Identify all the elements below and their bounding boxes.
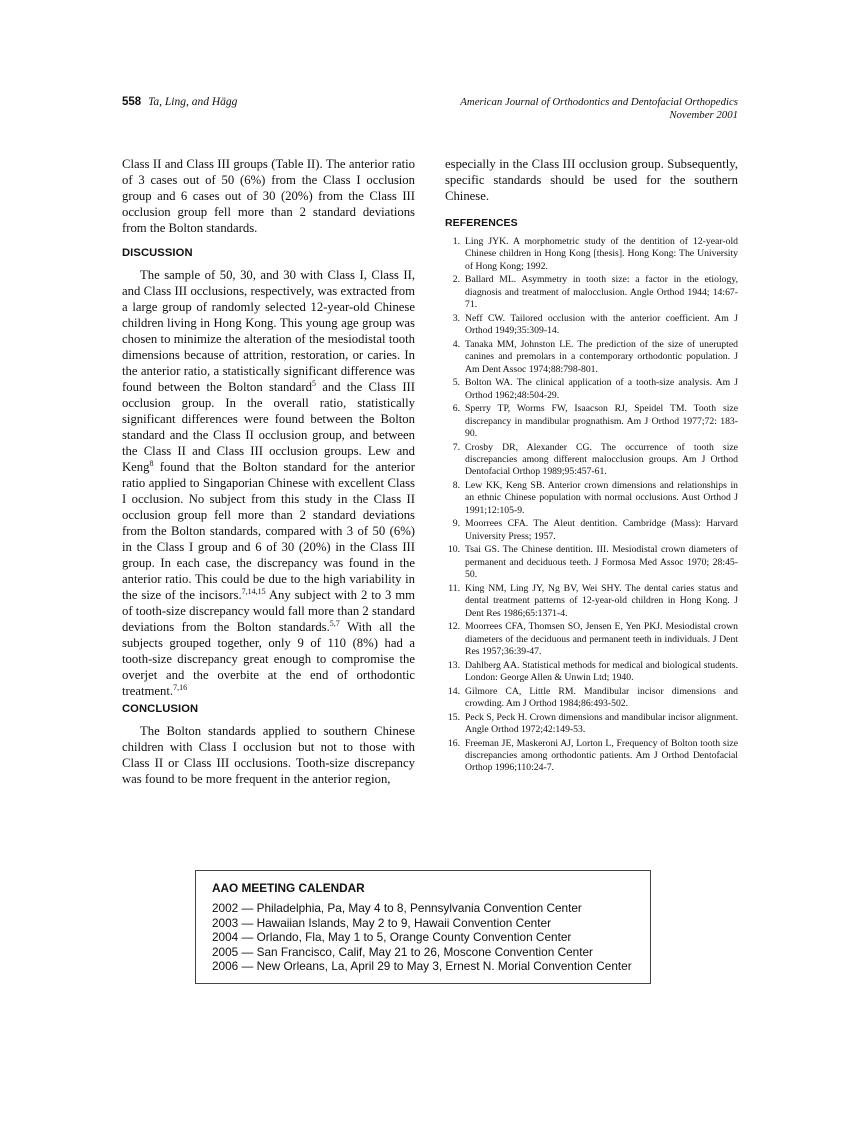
reference-item [445, 236, 738, 273]
references-list [445, 236, 738, 776]
calendar-entry: 2003 — Hawaiian Islands, May 2 to 9, Hawaii Convention Center [212, 915, 552, 930]
running-header-right [460, 96, 738, 122]
text-run: Any subject with 2 to 3 mm of tooth-size discrepancy would fall more than 2 standard deviations from the Bolton standards. [122, 588, 416, 634]
reference-item [445, 738, 738, 775]
reference-item [445, 621, 738, 658]
issue-date: November 2001 [669, 109, 738, 121]
reference-number: 6. [452, 403, 460, 415]
reference-number: 4. [452, 338, 460, 350]
reference-item [445, 544, 738, 581]
left-column [122, 156, 415, 236]
calendar-title: AAO MEETING CALENDAR [212, 881, 365, 895]
text-run: found that the Bolton standard for the anterior ratio applied to Singaporian Chinese with excellent Class I occlusion. No subject from this study in the Class II occlusion group fell more than 2 standard deviations from the Bolton standards, compared with 3 of 50 (6%) in the Class I group and 6 of 30 (20%) in the Class III group. In each case, the discrepancy was found in the anterior ratio. This could be due to the high variability in the size of the incisors. [122, 460, 415, 602]
reference-text: Sperry TP, Worms FW, Isaacson RJ, Speidel TM. Tooth size discrepancy in mandibular prognathism. Am J Orthod 1977;72: 183-90. [465, 403, 738, 440]
reference-item [445, 583, 738, 620]
reference-text: Neff CW. Tailored occlusion with the anterior coefficient. Am J Orthod 1949;35:309-14. [465, 312, 738, 337]
reference-text: King NM, Ling JY, Ng BV, Wei SHY. The dental caries status and dental treatment patterns of 12-year-old children in Hong Kong. J Dent Res 1986;65:1371-4. [465, 582, 738, 619]
text-run: With all the subjects grouped together, only 9 of 110 (8%) had a tooth-size discrepancy great enough to compromise the overjet and the overbite at the end of orthodontic treatment. [122, 620, 415, 698]
reference-number: 5. [452, 377, 460, 389]
reference-number: 16. [447, 737, 460, 749]
calendar-entry: 2006 — New Orleans, La, April 29 to May 3, Ernest N. Morial Convention Center [212, 959, 632, 974]
reference-number: 10. [447, 544, 460, 556]
meeting-calendar-box [195, 870, 651, 984]
reference-text: Gilmore CA, Little RM. Mandibular incisor dimensions and crowding. Am J Orthod 1984;86:493-502. [465, 685, 738, 710]
reference-item [445, 480, 738, 517]
reference-item [445, 377, 738, 402]
discussion-paragraph [122, 267, 415, 699]
reference-item [445, 442, 738, 479]
reference-number: 3. [452, 312, 460, 324]
conclusion-section [122, 723, 415, 787]
reference-number: 14. [447, 685, 460, 697]
conclusion-paragraph [122, 723, 415, 787]
calendar-entry: 2002 — Philadelphia, Pa, May 4 to 8, Pennsylvania Convention Center [212, 901, 582, 915]
citation-superscript: 5,7 [329, 619, 340, 628]
reference-item [445, 339, 738, 376]
reference-number: 13. [447, 659, 460, 671]
conclusion-heading: CONCLUSION [122, 703, 199, 715]
discussion-heading: DISCUSSION [122, 247, 193, 259]
continuation-paragraph [445, 156, 738, 204]
reference-text: Peck S, Peck H. Crown dimensions and mandibular incisor alignment. Angle Orthod 1972;42:149-53. [465, 711, 738, 736]
reference-text: Moorrees CFA, Thomsen SO, Jensen E, Yen PKJ. Mesiodistal crown diameters of the deciduous and permanent teeth in individuals. J Dent Res 1957;36:39-47. [465, 621, 738, 658]
reference-text: Bolton WA. The clinical application of a tooth-size analysis. Am J Orthod 1962;48:504-29. [465, 377, 738, 401]
running-header-left [122, 96, 237, 108]
reference-text: Tsai GS. The Chinese dentition. III. Mesiodistal crown diameters of permanent and deciduous teeth. J Formosa Med Assoc 1970; 28:45-50. [465, 544, 738, 581]
reference-item [445, 313, 738, 338]
reference-text: Tanaka MM, Johnston LE. The prediction of the size of unerupted canines and premolars in a contemporary orthodontic population. J Am Dent Assoc 1974;88:798-801. [465, 338, 738, 375]
text-run: Class II and Class III groups (Table II). The anterior ratio of 3 cases out of 50 (6%) from the Class I occlusion group and 6 cases out of 30 (20%) from the Class III occlusion group fell more than 2 standard deviations from the Bolton standards. [122, 157, 415, 235]
reference-text: Ballard ML. Asymmetry in tooth size: a factor in the etiology, diagnosis and treatment of malocclusion. Angle Orthod 1944; 14:67-71. [465, 274, 738, 311]
reference-number: 1. [452, 236, 460, 247]
reference-text: Dahlberg AA. Statistical methods for medical and biological students. London: George Allen & Unwin Ltd; 1940. [465, 659, 738, 684]
reference-item [445, 712, 738, 737]
reference-item [445, 660, 738, 685]
reference-number: 7. [452, 441, 460, 453]
reference-text: Crosby DR, Alexander CG. The occurrence of tooth size discrepancies among different malocclusion groups. Am J Orthod Dentofacial Orthop 1989;95:457-61. [465, 441, 738, 478]
discussion-section [122, 267, 415, 699]
citation-superscript: 7,16 [173, 683, 188, 692]
reference-number: 15. [447, 711, 460, 723]
reference-text: Ling JYK. A morphometric study of the dentition of 12-year-old Chinese children in Hong Kong [thesis]. Hong Kong: The University of Hong Kong; 1992. [465, 236, 738, 272]
text-run: and the Class III occlusion group. In the overall ratio, statistically significant differences were found between the Bolton standard and the Class II occlusion group, and between the Class II and Class III occlusion groups. Lew and Keng [122, 380, 415, 474]
calendar-entry: 2004 — Orlando, Fla, May 1 to 5, Orange County Convention Center [212, 930, 572, 945]
citation-superscript: 8 [149, 459, 154, 468]
right-column [445, 156, 738, 204]
reference-number: 12. [447, 621, 460, 633]
text-run: The sample of 50, 30, and 30 with Class I, Class II, and Class III occlusions, respectively, was extracted from a large group of randomly selected 12-year-old Chinese children living in Hong Kong. This young age group was chosen to minimize the alteration of the mesiodistal tooth dimensions because of attrition, restoration, or caries. In the anterior ratio, a statistically significant difference was found between the Bolton standard [122, 268, 415, 394]
journal-name: American Journal of Orthodontics and Dentofacial Orthopedics [460, 96, 738, 108]
calendar-entry: 2005 — San Francisco, Calif, May 21 to 26, Moscone Convention Center [212, 944, 593, 959]
reference-number: 2. [452, 274, 460, 286]
reference-number: 8. [452, 480, 460, 492]
reference-item [445, 686, 738, 711]
intro-paragraph [122, 156, 415, 236]
reference-item [445, 274, 738, 311]
reference-text: Moorrees CFA. The Aleut dentition. Cambridge (Mass): Harvard University Press; 1957. [465, 518, 738, 542]
text-run: The Bolton standards applied to southern Chinese children with Class I occlusion but not to those with Class II or Class III occlusions. Tooth-size discrepancy was found to be more frequent in the anterior region, [122, 724, 415, 786]
text-run: especially in the Class III occlusion group. Subsequently, specific standards should be used for the southern Chinese. [445, 157, 738, 203]
reference-number: 9. [452, 518, 460, 530]
citation-superscript: 5 [311, 379, 316, 388]
reference-item [445, 403, 738, 440]
reference-text: Lew KK, Keng SB. Anterior crown dimensions and relationships in an ethnic Chinese population with normal occlusions. Aust Orthod J 1991;12:105-9. [465, 480, 738, 516]
citation-superscript: 7,14,15 [241, 587, 266, 596]
reference-text: Freeman JE, Maskeroni AJ, Lorton L, Frequency of Bolton tooth size discrepancies among orthodontic patients. Am J Orthod Dentofacial Orthop 1996;110:24-7. [465, 737, 738, 774]
references-heading: REFERENCES [445, 217, 518, 229]
running-authors: Ta, Ling, and Hägg [148, 96, 238, 108]
page-number: 558 [122, 96, 142, 108]
reference-number: 11. [448, 582, 460, 594]
reference-item [445, 518, 738, 543]
